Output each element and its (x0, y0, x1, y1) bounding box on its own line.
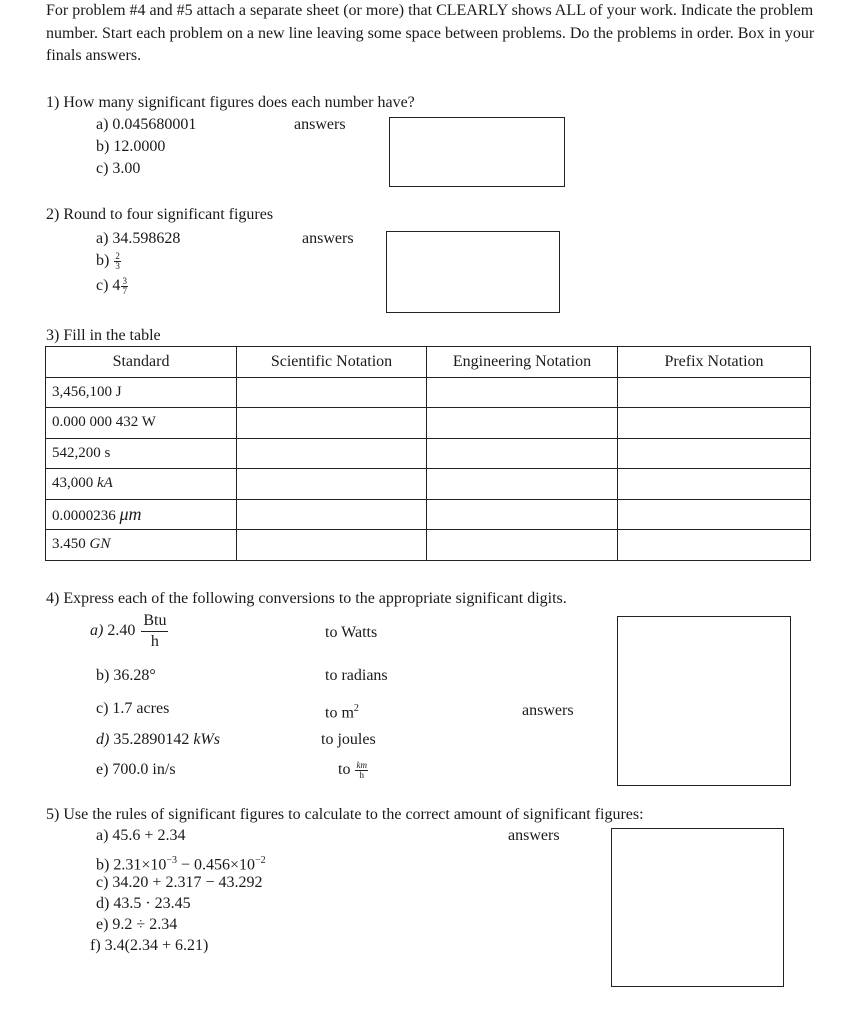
scientific-cell[interactable] (237, 377, 427, 408)
standard-value: 3,456,100 (52, 383, 112, 400)
table-row (46, 499, 811, 530)
prefix-cell[interactable] (618, 469, 811, 500)
q4-answers-label: answers (522, 702, 574, 719)
standard-unit: kA (97, 475, 113, 492)
standard-value: 542,200 (52, 444, 101, 461)
q4-item-e-target (338, 760, 369, 780)
q1-item-a: a) 0.045680001 (96, 116, 197, 133)
q4-item-b: b) 36.28° (96, 667, 156, 684)
q2-answer-box[interactable] (386, 231, 560, 313)
table-row (46, 530, 811, 561)
q4-item-b-target: to radians (325, 667, 388, 684)
table-row (46, 438, 811, 469)
table-header-row (46, 347, 811, 378)
prefix-cell[interactable] (618, 408, 811, 439)
standard-cell (46, 408, 237, 439)
q2-item-c (96, 276, 129, 296)
standard-cell (46, 530, 237, 561)
header-standard: Standard (46, 347, 237, 378)
engineering-cell[interactable] (427, 438, 618, 469)
q5-answer-box[interactable] (611, 828, 784, 987)
q2-item-c-label: c) 4 (96, 277, 121, 294)
q5-item-d: d) 43.5 · 23.45 (96, 895, 191, 912)
q2-item-c-numerator: 3 (122, 275, 127, 286)
q2-item-b-label: b) (96, 252, 110, 269)
q2-item-b-fraction (114, 252, 121, 271)
scientific-cell[interactable] (237, 530, 427, 561)
q5-answers-label: answers (508, 827, 560, 844)
q1-answers-label: answers (294, 116, 346, 133)
scientific-cell[interactable] (237, 408, 427, 439)
q4-item-e-fraction (355, 761, 368, 780)
q4-item-c-exponent: 2 (353, 703, 359, 714)
q2-item-b-denominator: 3 (115, 260, 120, 271)
standard-value: 43,000 (52, 475, 94, 492)
standard-value: 3.450 (52, 536, 86, 553)
standard-unit: s (104, 444, 111, 461)
q5-item-f: f) 3.4(2.34 + 6.21) (90, 937, 209, 954)
table-row (46, 408, 811, 439)
q4-item-a-numerator: Btu (141, 611, 168, 632)
q4-item-c-target (325, 699, 359, 723)
q4-item-d-target: to joules (321, 731, 376, 748)
header-prefix: Prefix Notation (618, 347, 811, 378)
q5-item-e: e) 9.2 ÷ 2.34 (96, 916, 178, 933)
q2-item-b (96, 251, 122, 271)
engineering-cell[interactable] (427, 499, 618, 530)
scientific-cell[interactable] (237, 499, 427, 530)
q4-item-d (96, 730, 220, 750)
q5-item-b-part2: − 0.456×10 (177, 856, 256, 874)
standard-unit: W (141, 414, 156, 431)
standard-cell (46, 499, 237, 530)
standard-unit: GN (89, 536, 111, 553)
q5-item-b (96, 851, 266, 875)
q3-title: 3) Fill in the table (46, 327, 161, 344)
standard-cell (46, 469, 237, 500)
q2-title: 2) Round to four significant figures (46, 206, 274, 223)
q5-item-b-exp2: −2 (255, 855, 266, 866)
standard-unit: J (115, 383, 122, 400)
q4-item-a-denominator: h (150, 633, 159, 650)
q1-title: 1) How many significant figures does each number have? (46, 94, 415, 111)
standard-value: 0.0000236 (52, 507, 116, 524)
prefix-cell[interactable] (618, 438, 811, 469)
standard-cell (46, 438, 237, 469)
q2-item-c-fraction (121, 277, 128, 296)
q2-item-a: a) 34.598628 (96, 230, 181, 247)
prefix-cell[interactable] (618, 499, 811, 530)
q4-item-a-label: a) (90, 622, 104, 640)
q4-item-a-fraction (141, 611, 168, 652)
table-row (46, 377, 811, 408)
engineering-cell[interactable] (427, 530, 618, 561)
q4-item-a (90, 611, 168, 652)
standard-unit: μm (119, 503, 142, 524)
prefix-cell[interactable] (618, 377, 811, 408)
engineering-cell[interactable] (427, 377, 618, 408)
engineering-cell[interactable] (427, 469, 618, 500)
q5-item-b-exp1: −3 (166, 855, 177, 866)
header-engineering: Engineering Notation (427, 347, 618, 378)
q1-answer-box[interactable] (389, 117, 565, 187)
engineering-cell[interactable] (427, 408, 618, 439)
q4-item-d-label: d) (96, 731, 110, 748)
q5-item-c: c) 34.20 + 2.317 − 43.292 (96, 874, 263, 891)
q4-answer-box[interactable] (617, 616, 791, 786)
scientific-cell[interactable] (237, 438, 427, 469)
q4-title: 4) Express each of the following conversions to the appropriate significant digits. (46, 590, 567, 607)
q4-item-a-target: to Watts (325, 624, 378, 641)
q1-item-b: b) 12.0000 (96, 138, 166, 155)
q4-item-c-target-text: to m (325, 704, 354, 722)
q4-item-e-target-text: to (338, 761, 351, 778)
scientific-cell[interactable] (237, 469, 427, 500)
q2-answers-label: answers (302, 230, 354, 247)
q2-item-b-numerator: 2 (115, 250, 120, 261)
prefix-cell[interactable] (618, 530, 811, 561)
q4-item-e: e) 700.0 in/s (96, 761, 176, 778)
standard-value: 0.000 000 432 (52, 414, 139, 431)
q5-title: 5) Use the rules of significant figures to calculate to the correct amount of significant figures: (46, 806, 644, 823)
q4-item-a-value: 2.40 (107, 622, 136, 640)
q4-item-e-denominator: h (359, 769, 364, 780)
header-scientific: Scientific Notation (237, 347, 427, 378)
q5-item-a: a) 45.6 + 2.34 (96, 827, 186, 844)
q4-item-c: c) 1.7 acres (96, 700, 170, 717)
q5-item-b-part1: b) 2.31×10 (96, 856, 167, 874)
notation-table (45, 346, 811, 561)
q4-item-d-value: 35.2890142 (113, 731, 190, 748)
q1-item-c: c) 3.00 (96, 160, 141, 177)
q4-item-d-unit: kWs (193, 731, 220, 748)
standard-cell (46, 377, 237, 408)
instructions-paragraph: For problem #4 and #5 attach a separate sheet (or more) that CLEARLY shows ALL of your work. Indicate the problem number. Start each problem on a new line leaving some space between problems. Do the problems in order. Box in your finals answers. (46, 2, 815, 64)
q4-item-e-numerator: km (356, 759, 367, 770)
q2-item-c-denominator: 7 (122, 285, 127, 296)
table-row (46, 469, 811, 500)
